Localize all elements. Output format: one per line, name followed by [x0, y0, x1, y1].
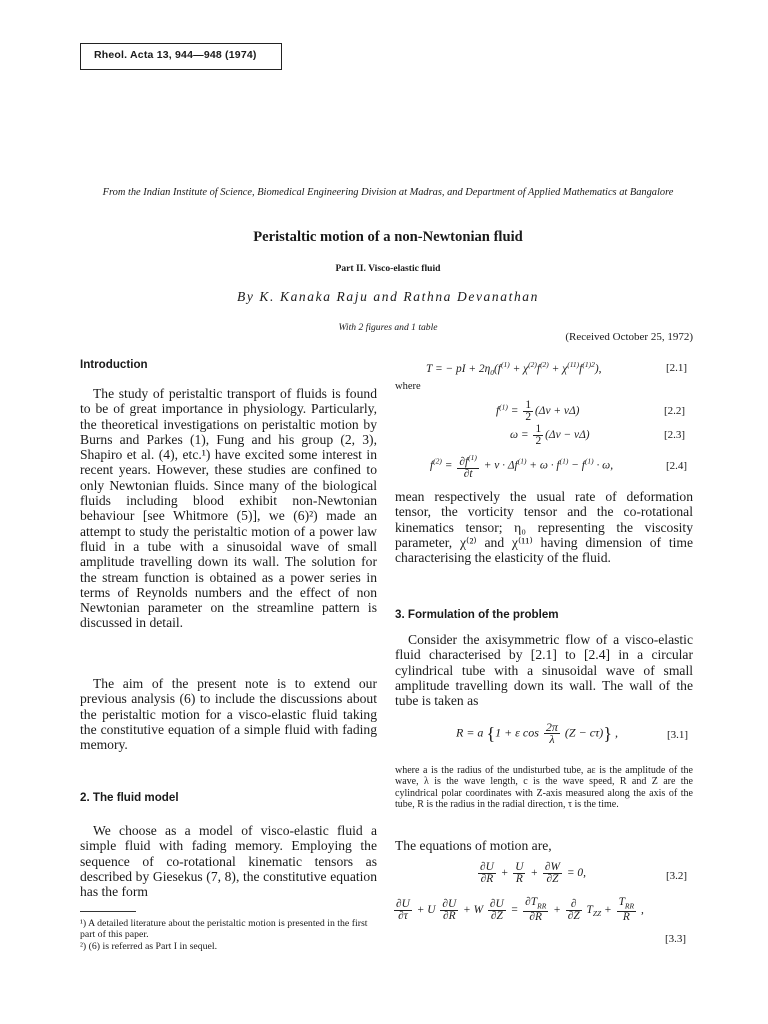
formulation-heading: 3. Formulation of the problem — [395, 608, 559, 621]
equation-number-3-3: [3.3] — [665, 933, 687, 945]
introduction-heading: Introduction — [80, 358, 148, 371]
equation-number-3-1: [3.1] — [667, 729, 689, 741]
equation-number-3-2: [3.2] — [666, 870, 688, 882]
equation-3-2: $\frac{\partial U}{\partial R}$ + $\frac{U}{R}$ + $\frac{\partial W}{\partial Z}$ = 0, — [480, 861, 586, 885]
equation-3-1: R = a {1 + ε cos $\frac{2\pi}{\lambda}$ (Z − cτ)} , — [456, 720, 618, 746]
footnote-1: ¹) A detailed literature about the peristaltic motion is presented in the first part of this paper. — [80, 918, 368, 941]
equation-2-1: T = − pI + $2\eta_0(f^{(1)} + \chi^{(2)}f^{(2)} + \chi^{(11)}f^{(1)2})$, — [426, 360, 602, 378]
equation-number-2-4: [2.4] — [666, 460, 688, 472]
affiliation: From the Indian Institute of Science, Biomedical Engineering Division at Madras, and Department of Applied Mathematics at Bangalore — [102, 187, 674, 198]
introduction-paragraph-2: The aim of the present note is to extend our previous analysis (6) to include the discussions about the peristaltic motion for a visco-elastic fluid taking the constitutive equation of a simple fluid with fading memory. — [80, 676, 377, 753]
paper-title: Peristaltic motion of a non-Newtonian fluid — [253, 229, 523, 245]
figures-note: With 2 figures and 1 table — [338, 322, 438, 333]
introduction-paragraph-1: The study of peristaltic transport of fluids is found to be of great importance in physiology. Particularly, the theoretical investigations on peristaltic motion by Burns and Parkes (1), Fung and his group (2, 3), Shapiro et al. (4), etc.¹) have excited some interest in recent years. However, these studies are confined to only Newtonian fluids. Since many of the biological fluids including blood exhibit non-Newtonian behaviour [see Whitmore (5)], we (6)²) made an attempt to study the peristaltic motion of a power law fluid in a tube with a sinusoidal wave of small amplitude travelling down its wall. The solution for the stream function is obtained as a power series in terms of Reynolds numbers and the effect of non Newtonian parameter on the streamline pattern is discussed in detail. — [80, 386, 377, 631]
journal-reference: Rheol. Acta 13, 944—948 (1974) — [94, 49, 257, 61]
equations-of-motion-text: The equations of motion are, — [395, 838, 552, 853]
authors: By K. Kanaka Raju and Rathna Devanathan — [237, 289, 539, 304]
fluid-model-paragraph: We choose as a model of visco-elastic fluid a simple fluid with fading memory. Employing the sequence of co-rotational kinematic tensors as described by Giesekus (7, 8), the constitutive equation has the form — [80, 823, 377, 900]
equation-2-2: $f^{(1)}$ = $\frac{1}{2}$ (Δv + vΔ) — [496, 399, 580, 423]
formulation-paragraph: Consider the axisymmetric flow of a visco-elastic fluid characterised by [2.1] to [2.4] in a circular cylindrical tube with a sinusoidal wave of small amplitude travelling down its wall. The wall of the tube is taken as — [395, 632, 693, 709]
equation-2-4: $f^{(2)}$ = $\frac{\partial f^{(1)}}{\partial t}$ + $v \cdot \Delta f^{(1)} + \omega \cdot f^{(1)} - f^{(1)} \cdot \omega$, — [430, 453, 614, 480]
where-label: where — [395, 381, 421, 392]
equation-3-3: $\frac{\partial U}{\partial\tau}$ + U $\frac{\partial U}{\partial R}$ + W $\frac{\partial U}{\partial Z}$ = $\frac{\partial T_{RR}}{\partial R}$ + $\frac{\partial}{\partial Z}$ $T_{ZZ}$ + $\frac{T_{RR}}{R}$ , — [396, 896, 644, 924]
fluid-model-heading: 2. The fluid model — [80, 791, 179, 804]
footnote-2: ²) (6) is referred as Part I in sequel. — [80, 941, 218, 952]
paper-subtitle: Part II. Visco-elastic fluid — [335, 263, 441, 274]
equation-2-3: ω = $\frac{1}{2}$ (Δv − vΔ) — [510, 423, 590, 447]
tensor-description-paragraph: mean respectively the usual rate of deformation tensor, the vorticity tensor and the co-rotational kinematics tensor; η₀ representing the viscosity parameter, χ⁽²⁾ and χ⁽¹¹⁾ having dimension of time characterising the elasticity of the fluid. — [395, 489, 693, 566]
equation-number-2-3: [2.3] — [664, 429, 686, 441]
equation-number-2-2: [2.2] — [664, 405, 686, 417]
footnote-rule — [80, 911, 136, 912]
equation-number-2-1: [2.1] — [666, 362, 688, 374]
variable-definitions: where a is the radius of the undisturbed tube, aε is the amplitude of the wave, λ is the wave length, c is the wave speed, R and Z are the cylindrical polar coordinates with Z-axis measured along the axis of the tube, R is the radius in the radial direction, τ is the time. — [395, 765, 693, 811]
received-date: (Received October 25, 1972) — [565, 331, 693, 343]
